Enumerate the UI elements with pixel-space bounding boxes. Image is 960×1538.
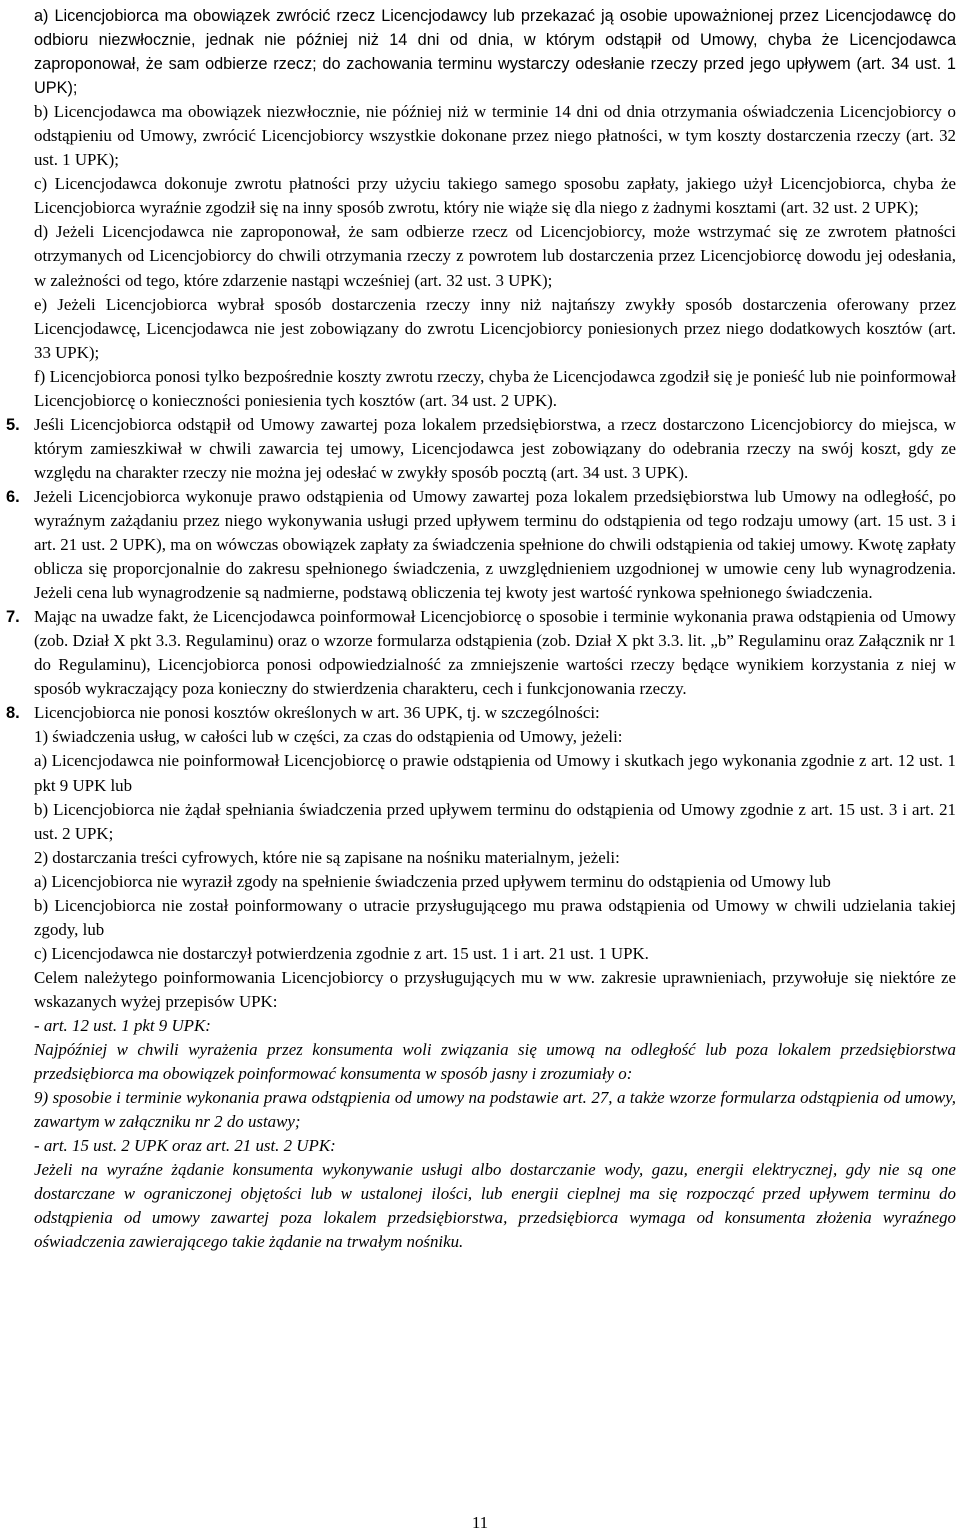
subpoint-2c: c) Licencjodawca nie dostarczył potwierdzenia zgodnie z art. 15 ust. 1 i art. 21 ust. 1 UPK. (34, 943, 649, 963)
point-number: 6. (6, 487, 20, 506)
page-number: 11 (471, 1513, 489, 1532)
subpoint-2b: b) Licencjobiorca nie został poinformowany o utracie przysługującego mu prawa odstąpienia od Umowy w chwili udzielania takiej zgody, lub (34, 895, 956, 939)
document-body (6, 4, 956, 1254)
quote-item-1: 9) sposobie i terminie wykonania prawa odstąpienia od umowy na podstawie art. 27, a także wzorze formularza odstąpienia od umowy, zawartym w załączniku nr 2 do ustawy; (34, 1088, 956, 1132)
subpoint-2a: a) Licencjobiorca nie wyraził zgody na spełnienie świadczenia przed upływem terminu do odstąpienia od Umowy lub (34, 871, 831, 891)
paragraph-item-a: a) Licencjobiorca ma obowiązek zwrócić rzecz Licencjodawcy lub przekazać ją osobie upoważnionej przez Licencjodawcę do odbioru niezwłocznie, jednak nie później niż 14 dni od dnia, w którym odstąpił od Umowy, chyba że Licencjodawca zaproponował, że sam odbierze rzecz; do zachowania terminu wystarczy odesłanie rzeczy przed jego upływem (art. 34 ust. 1 UPK); (34, 7, 956, 98)
section-point-7 (6, 605, 956, 701)
quote-body-2: Jeżeli na wyraźne żądanie konsumenta wykonywanie usługi albo dostarczanie wody, gazu, energii elektrycznej, gdy nie są one dostarczane w ograniczonej objętości lub w ustalonej ilości, lub energii cieplnej ma się rozpocząć przed upływem terminu do odstąpienia od umowy zawartej poza lokalem przedsiębiorstwa, przedsiębiorca wymaga od konsumenta złożenia wyraźnego oświadczenia zawierającego takie żądanie na trwałym nośniku. (34, 1160, 956, 1252)
point-number: 5. (6, 415, 20, 434)
point-number: 8. (6, 704, 20, 723)
section-point-6 (6, 485, 956, 605)
note-paragraph: Celem należytego poinformowania Licencjobiorcy o przysługujących mu w ww. zakresie uprawnieniach, przywołuje się niektóre ze wskazanych wyżej przepisów UPK: (34, 967, 956, 1011)
subpoint-1b: b) Licencjobiorca nie żądał spełniania świadczenia przed upływem terminu do odstąpienia od Umowy zgodnie z art. 15 ust. 3 i art. 21 ust. 2 UPK; (34, 799, 956, 843)
quote-body-1: Najpóźniej w chwili wyrażenia przez konsumenta woli związania się umową na odległość lub poza lokalem przedsiębiorstwa przedsiębiorca ma obowiązek poinformować konsumenta w sposób jasny i zrozumiały o: (34, 1040, 956, 1084)
point-text: Jeśli Licencjobiorca odstąpił od Umowy zawartej poza lokalem przedsiębiorstwa, a rzecz dostarczono Licencjobiorcy do miejsca, w którym zamieszkiwał w chwili zawarcia tej umowy, Licencjodawca jest zobowiązany do odebrania rzeczy na swój koszt, gdy ze względu na charakter rzeczy nie można jej odesłać w zwykły sposób pocztą (art. 34 ust. 3 UPK). (34, 414, 956, 482)
paragraph-item-f: f) Licencjobiorca ponosi tylko bezpośrednie koszty zwrotu rzeczy, chyba że Licencjodawca zgodził się je ponieść lub nie poinformował Licencjobiorcę o konieczności poniesienia tych kosztów (art. 34 ust. 2 UPK). (34, 366, 956, 410)
quote-heading-1: - art. 12 ust. 1 pkt 9 UPK: (34, 1015, 211, 1035)
point-text: Licencjobiorca nie ponosi kosztów określonych w art. 36 UPK, tj. w szczególności: (34, 703, 600, 723)
paragraph-item-d: d) Jeżeli Licencjodawca nie zaproponował, że sam odbierze rzecz od Licencjobiorcy, może wstrzymać się ze zwrotem płatności otrzymanych od Licencjobiorcy do chwili otrzymania rzeczy z powrotem lub dostarczenia przez Licencjobiorcę dowodu jej odesłania, w zależności od tego, które zdarzenie nastąpi wcześniej (art. 32 ust. 3 UPK); (34, 222, 956, 290)
paragraph-item-b: b) Licencjodawca ma obowiązek niezwłocznie, nie później niż w terminie 14 dni od dnia otrzymania oświadczenia Licencjobiorcy o odstąpieniu od Umowy, zwrócić Licencjobiorcy wszystkie dokonane przez niego płatności, w tym koszty dostarczenia rzeczy (art. 32 ust. 1 UPK); (34, 102, 956, 170)
subpoint-2: 2) dostarczania treści cyfrowych, które nie są zapisane na nośniku materialnym, jeżeli: (34, 847, 620, 867)
point-text: Jeżeli Licencjobiorca wykonuje prawo odstąpienia od Umowy zawartej poza lokalem przedsiębiorstwa lub Umowy na odległość, po wyraźnym zażądaniu przez niego wykonywania usługi przed upływem terminu do odstąpienia od tego rodzaju umowy (art. 15 ust. 3 i art. 21 ust. 2 UPK), ma on wówczas obowiązek zapłaty za świadczenia spełnione do chwili odstąpienia od takiej umowy. Kwotę zapłaty oblicza się proporcjonalnie do zakresu spełnionego świadczenia, z uwzględnieniem uzgodnionej w umowie ceny lub wynagrodzenia. Jeżeli cena lub wynagrodzenie są nadmierne, podstawą obliczenia tej kwoty jest wartość rynkowa spełnionego świadczenia. (34, 486, 956, 603)
subpoint-1: 1) świadczenia usług, w całości lub w części, za czas do odstąpienia od Umowy, jeżeli: (34, 727, 623, 747)
section-point-8 (6, 701, 956, 725)
paragraph-item-e: e) Jeżeli Licencjobiorca wybrał sposób dostarczenia rzeczy inny niż najtańszy zwykły sposób dostarczenia oferowany przez Licencjodawcę, Licencjodawca nie jest zobowiązany do zwrotu Licencjobiorcy poniesionych przez niego dodatkowych kosztów (art. 33 UPK); (34, 294, 956, 362)
section-point-5 (6, 413, 956, 485)
subpoint-1a: a) Licencjodawca nie poinformował Licencjobiorcę o prawie odstąpienia od Umowy i skutkach jego wykonania zgodnie z art. 12 ust. 1 pkt 9 UPK lub (34, 751, 956, 795)
point-text: Mając na uwadze fakt, że Licencjodawca poinformował Licencjobiorcę o sposobie i terminie wykonania prawa odstąpienia od Umowy (zob. Dział X pkt 3.3. Regulaminu) oraz o wzorze formularza odstąpienia (zob. Dział X pkt 3.3. lit. „b” Regulaminu oraz Załącznik nr 1 do Regulaminu), Licencjobiorca ponosi odpowiedzialność za zmniejszenie wartości rzeczy będące wynikiem korzystania z niej w sposób wykraczający poza konieczny do stwierdzenia charakteru, cech i funkcjonowania rzeczy. (34, 607, 956, 699)
point-number: 7. (6, 608, 20, 627)
paragraph-item-c: c) Licencjodawca dokonuje zwrotu płatności przy użyciu takiego samego sposobu zapłaty, jakiego użył Licencjobiorca, chyba że Licencjobiorca wyraźnie zgodził się na inny sposób zwrotu, który nie wiąże się dla niego z żadnymi kosztami (art. 32 ust. 2 UPK); (34, 174, 956, 218)
quote-heading-2: - art. 15 ust. 2 UPK oraz art. 21 ust. 2 UPK: (34, 1136, 336, 1156)
